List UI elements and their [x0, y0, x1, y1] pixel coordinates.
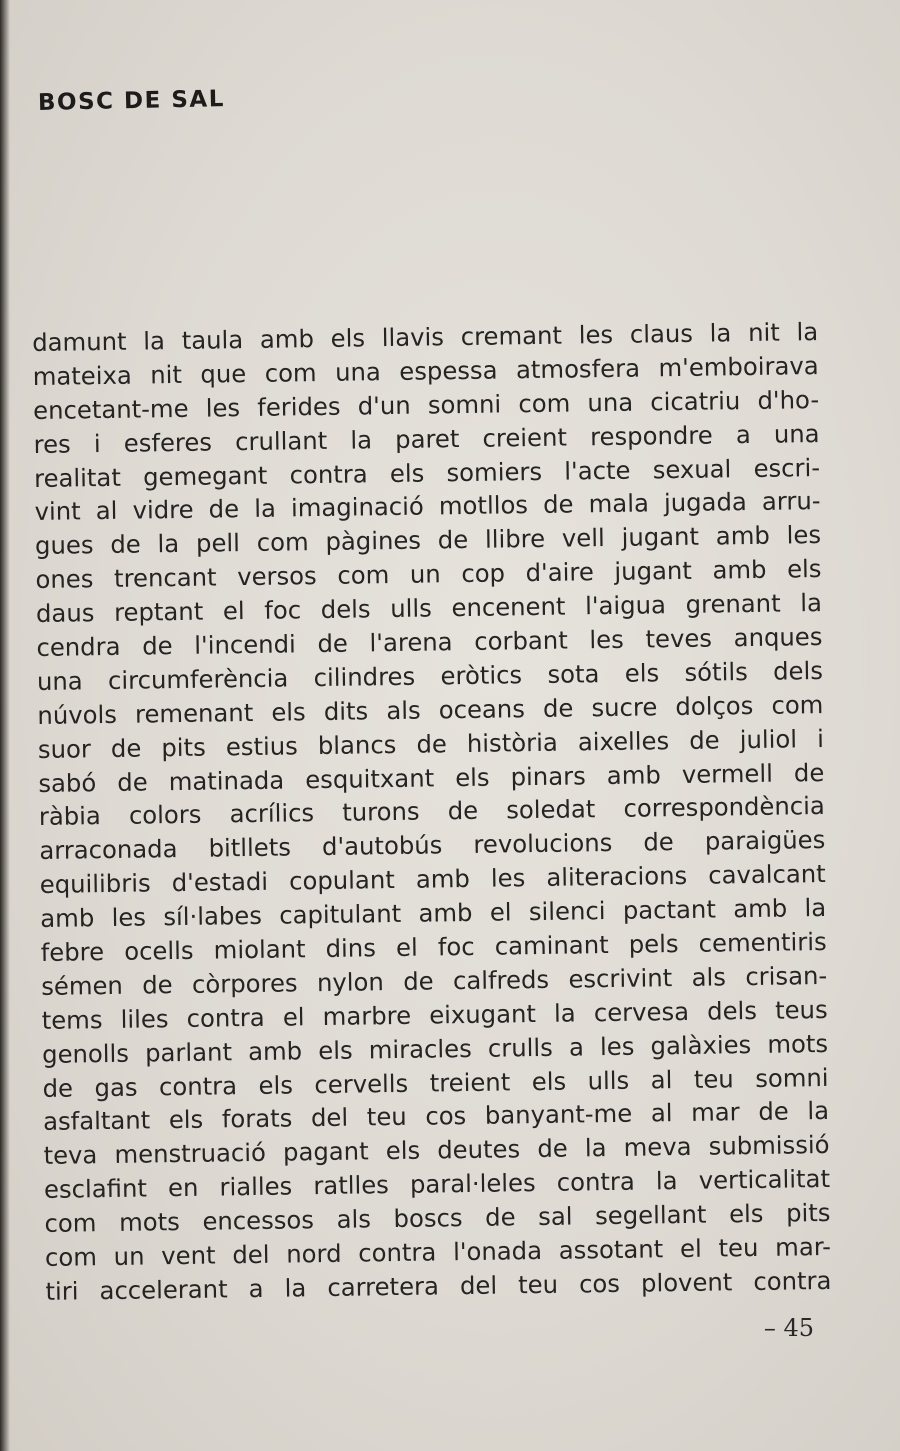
text-line: cendra de l'incendi de l'arena corbant les teves anques — [36, 622, 823, 662]
text-line: equilibris d'estadi copulant amb les aliteracions cavalcant — [39, 859, 826, 900]
binding-shadow — [0, 0, 10, 1451]
text-line: febre ocells miolant dins el foc caminant pels cementiris — [40, 926, 827, 967]
text-line: res i esferes crullant la paret creient respondre a una — [33, 418, 820, 459]
text-line: encetant-me les ferides d'un somni com una cicatriu d'ho- — [32, 384, 820, 425]
text-line: genolls parlant amb els miracles crulls a les galàxies mots — [41, 1028, 829, 1069]
text-line: damunt la taula amb els llavis cremant les claus la nit la — [32, 317, 819, 357]
text-line: de gas contra els cervells treient els ulls al teu somni — [42, 1062, 829, 1103]
text-line: gues de la pell com pàgines de llibre vell jugant amb les — [34, 520, 822, 561]
text-line: núvols remenant els dits als oceans de sucre dolços com — [37, 689, 824, 730]
page-number: – 45 — [763, 1314, 814, 1342]
text-line: amb les síl·labes capitulant amb el silenci pactant amb la — [40, 893, 827, 934]
text-line: mateixa nit que com una espessa atmosfera m'emboirava — [32, 350, 819, 391]
text-line: com mots encessos als boscs de sal segellant els pits — [44, 1198, 831, 1239]
text-line: sabó de matinada esquitxant els pinars amb vermell de — [38, 757, 825, 798]
text-line: tems liles contra el marbre eixugant la cervesa dels teus — [41, 994, 828, 1035]
text-line: teva menstruació pagant els deutes de la meva submissió — [43, 1130, 830, 1171]
text-line: ones trencant versos com un cop d'aire jugant amb els — [35, 554, 822, 595]
text-line: esclafint en rialles ratlles paral·leles contra la verticalitat — [43, 1164, 831, 1205]
text-line: daus reptant el foc dels ulls encenent l'aigua grenant la — [35, 588, 823, 629]
text-line: arraconada bitllets d'autobús revolucions de paraigües — [39, 825, 826, 866]
text-line: asfaltant els forats del teu cos banyant-me al mar de la — [42, 1096, 830, 1137]
text-line: ràbia colors acrílics turons de soledat correspondència — [38, 791, 825, 832]
poem-body — [32, 315, 832, 1309]
text-line: com un vent del nord contra l'onada assotant el teu mar- — [44, 1231, 832, 1272]
text-line: realitat gemegant contra els somiers l'acte sexual escri- — [33, 452, 821, 493]
poem-title: BOSC DE SAL — [37, 86, 226, 116]
text-line: suor de pits estius blancs de història aixelles de juliol i — [37, 723, 825, 764]
text-line: tiri accelerant a la carretera del teu cos plovent contra — [45, 1265, 832, 1306]
text-line: sémen de còrpores nylon de calfreds escrivint als crisan- — [41, 960, 828, 1001]
text-line: vint al vidre de la imaginació motllos de mala jugada arru- — [34, 486, 821, 527]
text-line: una circumferència cilindres eròtics sota els sótils dels — [36, 655, 824, 696]
